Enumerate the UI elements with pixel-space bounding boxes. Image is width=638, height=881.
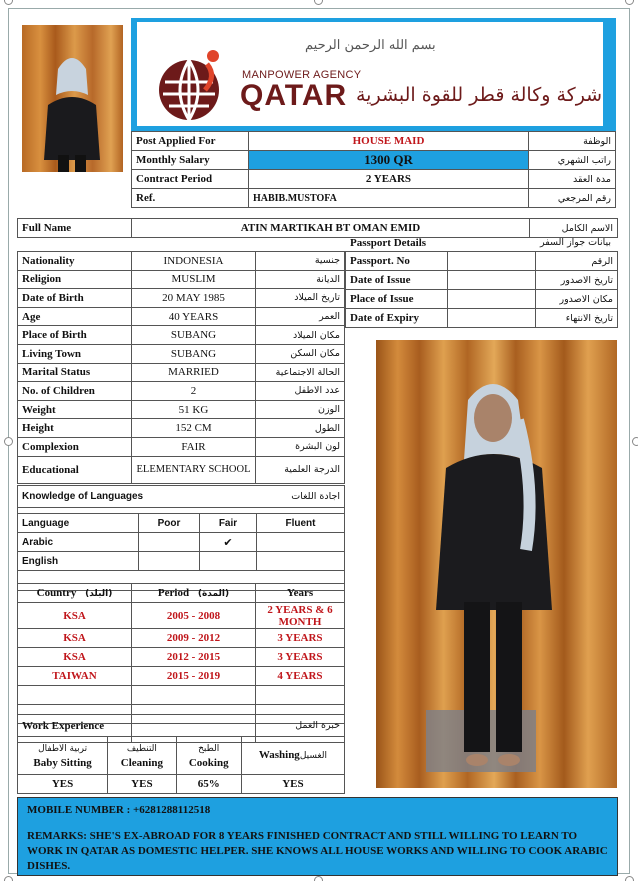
language-fair: ✔ (200, 533, 257, 552)
personal-label: Age (18, 307, 132, 326)
full-name-label-ar: الاسم الكامل (530, 219, 618, 238)
personal-row (18, 456, 345, 483)
contract-label-ar: مدة العقد (529, 170, 616, 189)
salary-value: 1300 QR (249, 151, 529, 170)
employment-period: 2009 - 2012 (132, 629, 256, 648)
col-fluent: Fluent (257, 514, 345, 533)
personal-row (18, 437, 345, 456)
personal-value: 20 MAY 1985 (132, 289, 256, 308)
employment-row (18, 667, 345, 686)
employment-years: 3 YEARS (256, 629, 345, 648)
employment-period: 2012 - 2015 (132, 648, 256, 667)
passport-title-ar: بيانات جواز السفر (540, 237, 611, 248)
issue-place-label: Place of Issue (346, 290, 448, 309)
passport-no-label-ar: الرقم (536, 252, 618, 271)
personal-label: Weight (18, 400, 132, 419)
personal-label: Living Town (18, 344, 132, 363)
personal-label: Complexion (18, 437, 132, 456)
contract-value: 2 YEARS (249, 170, 529, 189)
personal-label-ar: الديانة (256, 270, 345, 289)
language-row (18, 552, 345, 571)
resize-handle-icon[interactable] (625, 876, 634, 881)
personal-label: Height (18, 419, 132, 438)
languages-title-ar: اجادة اللغات (200, 486, 345, 508)
col-fair: Fair (200, 514, 257, 533)
employment-period: 2005 - 2008 (132, 603, 256, 629)
language-fair (200, 552, 257, 571)
languages-table (17, 485, 345, 591)
resize-handle-icon[interactable] (4, 0, 13, 5)
candidate-photo-large (376, 340, 617, 788)
issue-place-label-ar: مكان الاصدور (536, 290, 618, 309)
personal-row (18, 270, 345, 289)
personal-label-ar: مكان الميلاد (256, 326, 345, 345)
full-name-table (17, 218, 618, 238)
post-label-ar: الوظفة (529, 132, 616, 151)
language-poor (139, 552, 200, 571)
col-years: Years (256, 584, 345, 603)
personal-row (18, 307, 345, 326)
employment-years: 3 YEARS (256, 648, 345, 667)
job-details-table (131, 131, 616, 208)
full-name-value: ATIN MARTIKAH BT OMAN EMID (132, 219, 530, 238)
personal-value: FAIR (132, 437, 256, 456)
employment-country: KSA (18, 629, 132, 648)
personal-row (18, 344, 345, 363)
agency-name: QATAR (240, 79, 348, 112)
post-value: HOUSE MAID (249, 132, 529, 151)
language-fluent (257, 533, 345, 552)
passport-table (345, 251, 618, 328)
employment-country: KSA (18, 603, 132, 629)
personal-details-table (17, 251, 345, 484)
personal-row (18, 382, 345, 401)
bismillah-text: بسم الله الرحمن الرحيم (305, 38, 436, 53)
mobile-number: MOBILE NUMBER : +6281288112518 (27, 804, 211, 816)
passport-no-label: Passport. No (346, 252, 448, 271)
personal-label-ar: عدد الاطفل (256, 382, 345, 401)
resize-handle-icon[interactable] (314, 0, 323, 5)
personal-label: Religion (18, 270, 132, 289)
contract-label: Contract Period (132, 170, 249, 189)
skill-header (176, 737, 241, 775)
personal-value: 51 KG (132, 400, 256, 419)
personal-row (18, 252, 345, 271)
employment-row (18, 603, 345, 629)
skill-value: 65% (176, 775, 241, 794)
skill-en: Washing (258, 749, 300, 761)
personal-value: ELEMENTARY SCHOOL (132, 456, 256, 483)
col-language: Language (18, 514, 139, 533)
personal-row (18, 363, 345, 382)
candidate-photo-small (22, 25, 123, 172)
ref-value: HABIB.MUSTOFA (249, 189, 529, 208)
skill-header (241, 737, 344, 775)
agency-name-arabic: شركة وكالة قطر للقوة البشرية (356, 84, 603, 106)
col-period-label: Period (157, 587, 190, 599)
resize-handle-icon[interactable] (4, 876, 13, 881)
personal-value: MUSLIM (132, 270, 256, 289)
employment-country: KSA (18, 648, 132, 667)
personal-row (18, 289, 345, 308)
personal-label-ar: لون البشرة (256, 437, 345, 456)
salary-label-ar: راتب الشهري (529, 151, 616, 170)
language-name: Arabic (18, 533, 139, 552)
employment-row (18, 648, 345, 667)
language-row (18, 533, 345, 552)
personal-label: Marital Status (18, 363, 132, 382)
skill-ar: التنطيف (126, 743, 157, 754)
col-poor: Poor (139, 514, 200, 533)
personal-value: 152 CM (132, 419, 256, 438)
expiry-label-ar: تاريخ الانتهاء (536, 309, 618, 328)
employment-period: 2015 - 2019 (132, 667, 256, 686)
skill-en: Baby Sitting (33, 756, 92, 769)
salary-label: Monthly Salary (132, 151, 249, 170)
resize-handle-icon[interactable] (632, 437, 638, 446)
personal-label-ar: الوزن (256, 400, 345, 419)
personal-label-ar: مكان السكن (256, 344, 345, 363)
personal-value: 2 (132, 382, 256, 401)
employment-country: TAIWAN (18, 667, 132, 686)
agency-subtitle: MANPOWER AGENCY (242, 69, 362, 81)
personal-label: Educational (18, 456, 132, 483)
post-label: Post Applied For (132, 132, 249, 151)
work-title: Work Experience (18, 715, 177, 737)
language-fluent (257, 552, 345, 571)
globe-logo-icon (155, 46, 235, 126)
personal-label-ar: تاريخ الميلاد (256, 289, 345, 308)
language-poor (139, 533, 200, 552)
personal-value: SUBANG (132, 344, 256, 363)
personal-label: Place of Birth (18, 326, 132, 345)
skill-en: Cooking (188, 756, 229, 769)
skill-header (108, 737, 176, 775)
languages-title: Knowledge of Languages (18, 486, 200, 508)
full-name-label: Full Name (18, 219, 132, 238)
personal-label: Date of Birth (18, 289, 132, 308)
employment-row (18, 629, 345, 648)
passport-no-value (448, 252, 536, 271)
skill-en: Cleaning (120, 756, 163, 769)
skill-value: YES (108, 775, 176, 794)
skill-value: YES (18, 775, 108, 794)
resize-handle-icon[interactable] (4, 437, 13, 446)
resize-handle-icon[interactable] (314, 876, 323, 881)
issue-date-value (448, 271, 536, 290)
col-period-label-ar: (المدة) (197, 589, 230, 599)
skill-value: YES (241, 775, 344, 794)
personal-label: No. of Children (18, 382, 132, 401)
col-country-label: Country (36, 587, 77, 599)
personal-label-ar: الطول (256, 419, 345, 438)
skill-ar: الغسيل (299, 751, 327, 761)
remarks-text: REMARKS: SHE'S EX-ABROAD FOR 8 YEARS FINISHED CONTRACT AND STILL WILLING TO LEARN TO WORK IN QATAR AS DOMESTIC HELPER. SHE KNOWS ALL HOUSE WORKS AND WILLING TO COOK ARABIC DISHES. (27, 830, 608, 872)
employment-years: 4 YEARS (256, 667, 345, 686)
personal-label-ar: العمر (256, 307, 345, 326)
expiry-value (448, 309, 536, 328)
skill-ar: تربية الاطفال (38, 743, 88, 754)
issue-date-label-ar: تاريخ الاصدور (536, 271, 618, 290)
resize-handle-icon[interactable] (625, 0, 634, 5)
personal-label-ar: الدرجة العلمية (256, 456, 345, 483)
personal-label: Nationality (18, 252, 132, 271)
personal-value: MARRIED (132, 363, 256, 382)
skill-ar: الطبخ (198, 743, 220, 754)
issue-place-value (448, 290, 536, 309)
work-title-ar: خبرة العمل (176, 715, 344, 737)
person-photo-icon (22, 25, 123, 172)
employment-years: 2 YEARS & 6 MONTH (256, 603, 345, 629)
personal-row (18, 400, 345, 419)
col-country-label-ar: (البلد) (85, 589, 113, 599)
expiry-label: Date of Expiry (346, 309, 448, 328)
col-country (18, 584, 132, 603)
personal-value: INDONESIA (132, 252, 256, 271)
personal-label-ar: الحالة الاجتماعية (256, 363, 345, 382)
personal-value: SUBANG (132, 326, 256, 345)
personal-row (18, 419, 345, 438)
ref-label-ar: رقم المرجعي (529, 189, 616, 208)
issue-date-label: Date of Issue (346, 271, 448, 290)
skill-header (18, 737, 108, 775)
col-period (132, 584, 256, 603)
personal-row (18, 326, 345, 345)
personal-label-ar: جنسية (256, 252, 345, 271)
person-photo-icon (376, 340, 617, 788)
passport-title: Passport Details (350, 237, 427, 249)
personal-value: 40 YEARS (132, 307, 256, 326)
language-name: English (18, 552, 139, 571)
ref-label: Ref. (132, 189, 249, 208)
work-experience-table (17, 714, 345, 794)
